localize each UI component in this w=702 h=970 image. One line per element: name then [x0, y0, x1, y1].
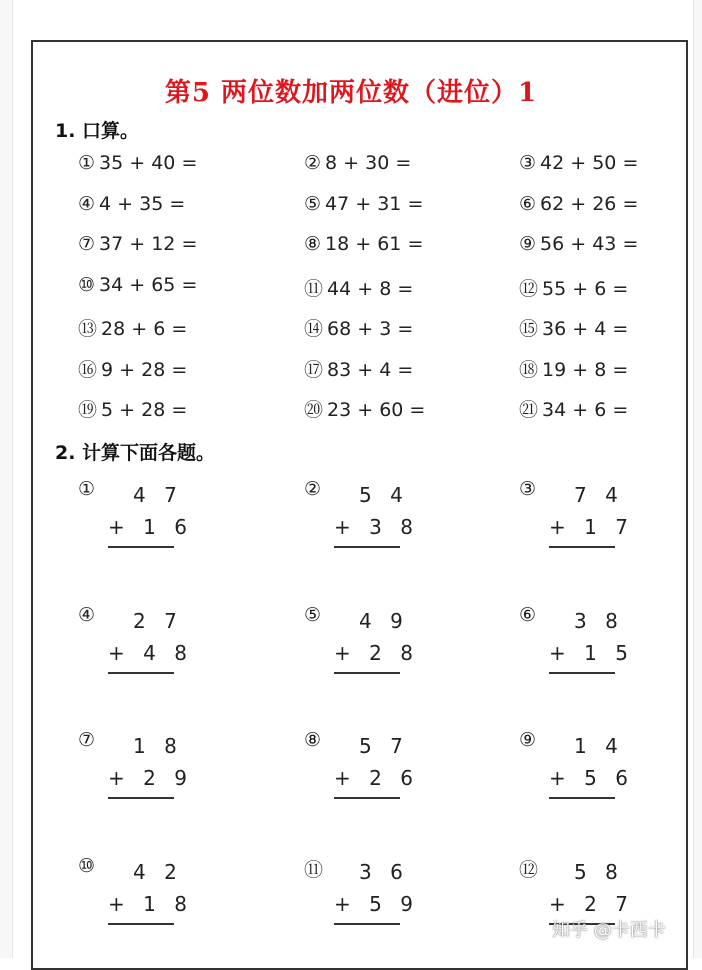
vertical-problem: [304, 478, 464, 568]
worksheet-title: 第5 两位数加两位数（进位）1: [164, 78, 538, 108]
item-number: ⑲: [78, 399, 98, 421]
problem-number: ④: [78, 603, 96, 626]
vertical-problem: [519, 604, 679, 694]
bottom-addend: + 4 8: [108, 640, 193, 665]
bottom-addend: + 2 8: [334, 640, 419, 665]
oral-item: [519, 233, 638, 255]
sum-line: [549, 672, 615, 674]
bottom-addend: + 2 9: [108, 766, 193, 790]
sum-line: [108, 546, 174, 548]
vertical-problem: [78, 855, 238, 945]
sum-line: [334, 672, 400, 674]
item-expression: 18 + 61 =: [325, 233, 424, 255]
item-expression: 83 + 4 =: [327, 358, 414, 381]
item-expression: 28 + 6 =: [101, 318, 188, 340]
oral-item: [304, 355, 413, 382]
oral-item: [519, 314, 628, 341]
item-number: ⑮: [519, 318, 539, 340]
item-number: ⑤: [304, 192, 322, 215]
oral-item: [78, 274, 197, 296]
sum-line: [108, 797, 174, 799]
vertical-problem: [78, 729, 238, 819]
item-number: ③: [519, 152, 537, 174]
problem-number: ②: [304, 478, 322, 500]
bottom-addend: + 2 7: [549, 891, 634, 916]
oral-item: [78, 314, 187, 341]
bottom-addend: + 1 6: [108, 515, 193, 539]
sum-line: [549, 546, 615, 548]
vertical-problem: [304, 729, 464, 819]
item-expression: 8 + 30 =: [325, 152, 412, 174]
item-expression: 34 + 65 =: [99, 273, 198, 296]
item-number: ⑬: [78, 318, 98, 340]
top-addend: 1 8: [133, 734, 183, 758]
item-expression: 44 + 8 =: [327, 277, 414, 300]
vertical-problem: [519, 729, 679, 819]
sum-line: [108, 923, 174, 925]
item-expression: 68 + 3 =: [327, 318, 414, 340]
vertical-problem: [78, 478, 238, 568]
problem-number: ⑫: [519, 858, 539, 881]
oral-item: [519, 274, 628, 301]
oral-item: [304, 152, 411, 174]
item-expression: 42 + 50 =: [540, 152, 639, 174]
item-expression: 37 + 12 =: [99, 233, 198, 255]
top-addend: 3 6: [359, 859, 409, 884]
problem-number: ⑪: [304, 858, 324, 881]
item-expression: 62 + 26 =: [540, 192, 639, 215]
item-number: ①: [78, 152, 96, 174]
item-expression: 9 + 28 =: [101, 358, 188, 381]
item-number: ⑯: [78, 358, 98, 381]
bottom-addend: + 5 9: [334, 891, 419, 916]
item-number: ⑪: [304, 277, 324, 300]
item-number: ⑰: [304, 358, 324, 381]
top-addend: 5 7: [359, 734, 409, 758]
problem-number: ⑩: [78, 854, 96, 877]
item-number: ⑱: [519, 358, 539, 381]
problem-number: ⑨: [519, 729, 537, 751]
item-number: ②: [304, 152, 322, 174]
item-expression: 19 + 8 =: [542, 358, 629, 381]
item-expression: 47 + 31 =: [325, 192, 424, 215]
bottom-addend: + 3 8: [334, 515, 419, 539]
vertical-problem: [519, 478, 679, 568]
problem-number: ⑦: [78, 729, 96, 751]
oral-item: [78, 233, 197, 255]
sum-line: [334, 546, 400, 548]
item-expression: 4 + 35 =: [99, 192, 186, 215]
oral-item: [304, 395, 425, 422]
oral-item: [519, 355, 628, 382]
vertical-problem: [304, 604, 464, 694]
oral-item: [304, 233, 423, 255]
top-addend: 4 2: [133, 859, 183, 884]
section-oral-heading: 1. 口算。: [55, 120, 140, 142]
problem-number: ③: [519, 478, 537, 500]
bottom-addend: + 1 7: [549, 515, 634, 539]
top-addend: 2 7: [133, 608, 183, 633]
top-addend: 5 8: [574, 859, 624, 884]
item-number: ⑦: [78, 233, 96, 255]
item-expression: 55 + 6 =: [542, 277, 629, 300]
vertical-problem: [78, 604, 238, 694]
problem-number: ⑧: [304, 729, 322, 751]
oral-item: [519, 152, 638, 174]
bottom-addend: + 1 8: [108, 891, 193, 916]
oral-item: [304, 193, 423, 215]
item-expression: 34 + 6 =: [542, 399, 629, 421]
sum-line: [334, 797, 400, 799]
item-expression: 5 + 28 =: [101, 399, 188, 421]
item-expression: 56 + 43 =: [540, 233, 639, 255]
item-number: ④: [78, 192, 96, 215]
oral-item: [78, 355, 187, 382]
bottom-addend: + 2 6: [334, 766, 419, 790]
bottom-addend: + 1 5: [549, 640, 634, 665]
top-addend: 7 4: [574, 483, 624, 507]
item-number: ⑳: [304, 399, 324, 421]
oral-item: [78, 152, 197, 174]
item-number: ⑫: [519, 277, 539, 300]
oral-item: [519, 193, 638, 215]
oral-item: [304, 274, 413, 301]
top-addend: 3 8: [574, 608, 624, 633]
top-addend: 4 7: [133, 483, 183, 507]
bottom-addend: + 5 6: [549, 766, 634, 790]
problem-number: ⑥: [519, 603, 537, 626]
item-number: ⑩: [78, 273, 96, 296]
oral-item: [519, 395, 628, 422]
section-vertical-heading: 2. 计算下面各题。: [55, 442, 216, 464]
oral-item: [78, 193, 185, 215]
vertical-problem: [304, 855, 464, 945]
oral-item: [304, 314, 413, 341]
problem-number: ①: [78, 478, 96, 500]
item-number: ⑨: [519, 233, 537, 255]
item-number: ⑭: [304, 318, 324, 340]
top-addend: 5 4: [359, 483, 409, 507]
item-number: ⑧: [304, 233, 322, 255]
watermark: 知乎 @卡西卡: [552, 920, 666, 941]
item-number: ㉑: [519, 399, 539, 421]
top-addend: 1 4: [574, 734, 624, 758]
sum-line: [334, 923, 400, 925]
item-expression: 36 + 4 =: [542, 318, 629, 340]
item-expression: 23 + 60 =: [327, 399, 426, 421]
item-expression: 35 + 40 =: [99, 152, 198, 174]
top-addend: 4 9: [359, 608, 409, 633]
sum-line: [108, 672, 174, 674]
problem-number: ⑤: [304, 603, 322, 626]
oral-item: [78, 395, 187, 422]
item-number: ⑥: [519, 192, 537, 215]
sum-line: [549, 797, 615, 799]
